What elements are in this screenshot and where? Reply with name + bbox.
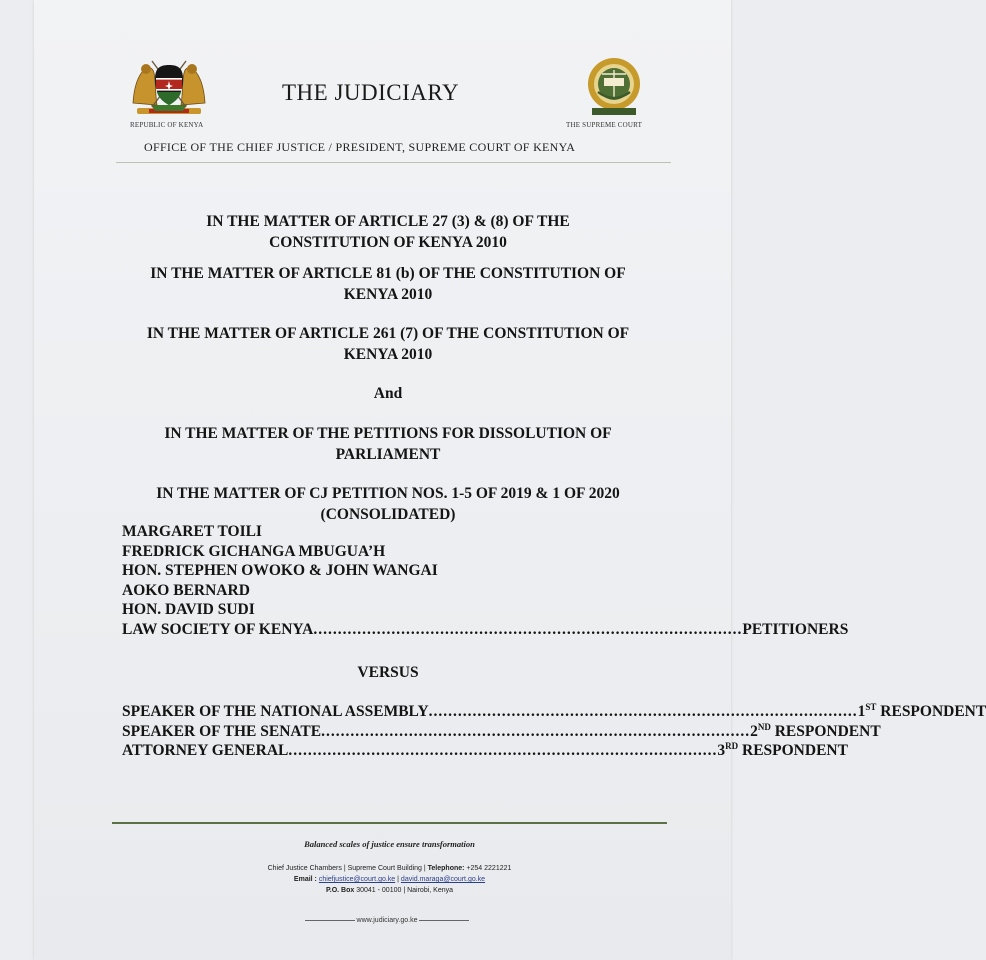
- and-conjunction: And: [373, 385, 403, 402]
- matter-cj-petition: [94, 483, 682, 525]
- footer-po-box-label: P.O. Box: [325, 887, 355, 894]
- footer-po-box: 30041 - 00100: [356, 887, 402, 894]
- respondent-row: [122, 740, 848, 761]
- respondent-designation: [858, 702, 986, 722]
- footer-email-label: Email :: [293, 876, 317, 883]
- document-page: [34, 0, 986, 960]
- petitioners-list: [122, 522, 849, 639]
- footer-city: Nairobi, Kenya: [407, 887, 454, 894]
- respondent-ordinal: ST: [865, 701, 877, 712]
- petitioners-role: PETITIONERS: [742, 620, 849, 638]
- respondent-row: [122, 701, 986, 722]
- respondent-number: 3: [717, 742, 726, 759]
- leader-dots: ........................................................................................: [313, 620, 743, 638]
- matter-petitions: [94, 423, 682, 465]
- supreme-court-emblem-icon: [582, 56, 646, 118]
- respondent-number: 2: [750, 722, 758, 740]
- leader-dots: ........................................................................................: [288, 742, 718, 759]
- matter-line: IN THE MATTER OF CJ PETITION NOS. 1-5 OF 2019 & 1 OF 2020: [156, 485, 620, 502]
- david-maraga-email-link[interactable]: david.maraga@court.go.ke: [400, 876, 486, 883]
- matter-line: KENYA 2010: [343, 286, 433, 303]
- court-logo-caption: THE SUPREME COURT: [566, 121, 643, 129]
- matter-article-27: [94, 211, 682, 253]
- petitioner: HON. STEPHEN OWOKO & JOHN WANGAI: [122, 562, 438, 579]
- respondents-list: [122, 701, 986, 761]
- respondent-role: RESPONDENT: [742, 742, 848, 759]
- respondent-ordinal: ND: [757, 721, 771, 732]
- footer-telephone: +254 2221221: [466, 865, 512, 872]
- petitioner: MARGARET TOILI: [122, 523, 262, 540]
- petitioner: HON. DAVID SUDI: [122, 601, 255, 618]
- office-heading: OFFICE OF THE CHIEF JUSTICE / PRESIDENT, SUPREME COURT OF KENYA: [144, 140, 576, 154]
- footer-divider: [112, 822, 667, 824]
- matter-line: CONSTITUTION OF KENYA 2010: [269, 234, 507, 251]
- matter-line: IN THE MATTER OF ARTICLE 27 (3) & (8) OF THE: [206, 213, 570, 230]
- matter-line: IN THE MATTER OF ARTICLE 261 (7) OF THE CONSTITUTION OF: [146, 325, 630, 342]
- matter-line: (CONSOLIDATED): [320, 506, 456, 523]
- footer-motto: Balanced scales of justice ensure transformation: [304, 839, 475, 849]
- respondent-role: RESPONDENT: [880, 703, 986, 720]
- petitioner: LAW SOCIETY OF KENYA: [122, 620, 314, 638]
- matter-line: PARLIAMENT: [335, 446, 441, 463]
- footer-building: Supreme Court Building: [347, 865, 422, 872]
- footer-separator: |: [397, 876, 401, 883]
- respondent-number: 1: [857, 703, 866, 720]
- petitioner: AOKO BERNARD: [122, 581, 250, 599]
- footer-email-line: [112, 876, 667, 883]
- website-link[interactable]: www.judiciary.go.ke: [356, 917, 418, 924]
- respondent-row: [122, 721, 881, 742]
- respondent-role: RESPONDENT: [774, 722, 881, 740]
- matter-article-81: [94, 263, 682, 305]
- footer-website: [258, 917, 516, 924]
- matter-line: KENYA 2010: [343, 346, 433, 363]
- footer-separator: |: [403, 887, 408, 894]
- respondent-designation: [717, 741, 848, 761]
- chief-justice-email-link[interactable]: chiefjustice@court.go.ke: [318, 876, 396, 883]
- respondent-name: ATTORNEY GENERAL: [122, 742, 289, 759]
- matter-article-261: [94, 323, 682, 365]
- respondent-ordinal: RD: [725, 740, 739, 751]
- leader-dots: ........................................................................................: [321, 722, 751, 740]
- leader-dots: ........................................................................................: [428, 703, 858, 720]
- footer-po-box-line: [112, 887, 667, 894]
- matter-line: IN THE MATTER OF ARTICLE 81 (b) OF THE CONSTITUTION OF: [150, 265, 626, 282]
- petitioner-final-row: [122, 620, 849, 640]
- matter-line: IN THE MATTER OF THE PETITIONS FOR DISSOLUTION OF: [164, 425, 612, 442]
- page-title: THE JUDICIARY: [282, 80, 460, 105]
- respondent-name: SPEAKER OF THE SENATE: [122, 722, 322, 740]
- footer-chambers: Chief Justice Chambers: [267, 865, 342, 872]
- footer-telephone-label: Telephone:: [427, 865, 465, 872]
- header-divider: [116, 162, 671, 163]
- footer-separator: |: [423, 865, 428, 872]
- footer-address-line: [112, 865, 667, 872]
- coat-of-arms-caption: REPUBLIC OF KENYA: [130, 121, 204, 129]
- versus-heading: VERSUS: [357, 664, 419, 681]
- petitioner: FREDRICK GICHANGA MBUGUA’H: [122, 542, 386, 560]
- footer-separator: |: [343, 865, 348, 872]
- kenya-coat-of-arms-icon: [129, 55, 209, 121]
- respondent-designation: [750, 722, 881, 742]
- respondent-name: SPEAKER OF THE NATIONAL ASSEMBLY: [122, 703, 429, 720]
